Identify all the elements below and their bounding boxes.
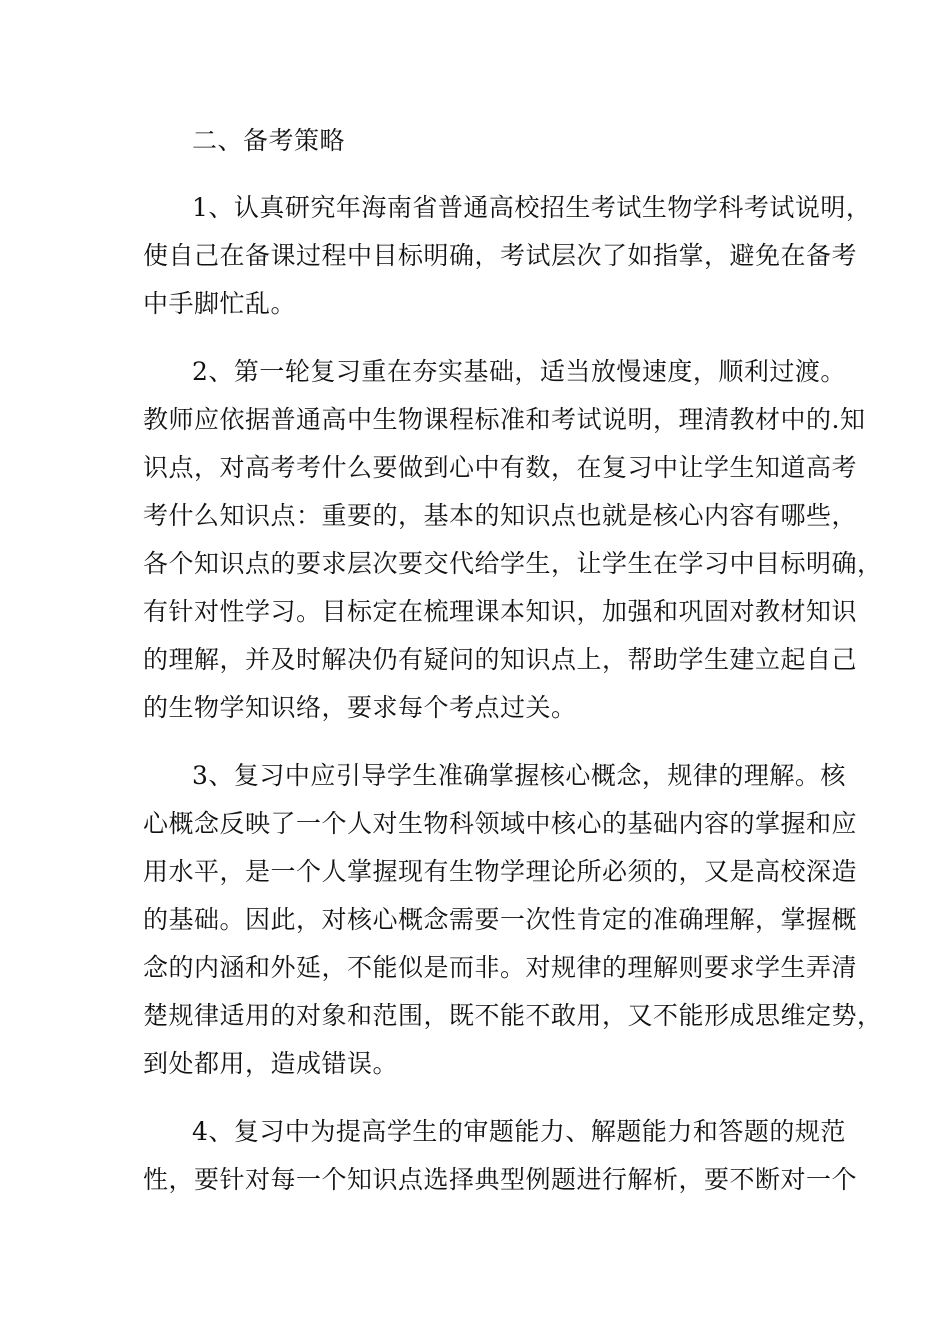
paragraph-3-line-5: 念的内涵和外延，不能似是而非。对规律的理解则要求学生弄清 bbox=[143, 953, 858, 982]
paragraph-2-line-8: 的生物学知识络，要求每个考点过关。 bbox=[143, 693, 577, 722]
paragraph-3-line-7: 到处都用，造成错误。 bbox=[143, 1049, 399, 1078]
paragraph-1-line-3: 中手脚忙乱。 bbox=[143, 289, 297, 318]
paragraph-2-line-7: 的理解，并及时解决仍有疑问的知识点上，帮助学生建立起自己 bbox=[143, 645, 858, 674]
paragraph-4-line-1: 4、复习中为提高学生的审题能力、解题能力和答题的规范 bbox=[192, 1117, 846, 1146]
paragraph-3-line-2: 心概念反映了一个人对生物科领域中核心的基础内容的掌握和应 bbox=[143, 809, 858, 838]
paragraph-3-line-6: 楚规律适用的对象和范围，既不能不敢用，又不能形成思维定势， bbox=[143, 1001, 883, 1030]
paragraph-2-line-4: 考什么知识点：重要的，基本的知识点也就是核心内容有哪些， bbox=[143, 501, 858, 530]
paragraph-3-line-4: 的基础。因此，对核心概念需要一次性肯定的准确理解，掌握概 bbox=[143, 905, 858, 934]
paragraph-2-line-1: 2、第一轮复习重在夯实基础，适当放慢速度，顺利过渡。 bbox=[192, 357, 846, 386]
paragraph-2-line-6: 有针对性学习。目标定在梳理课本知识，加强和巩固对教材知识 bbox=[143, 597, 858, 626]
section-heading: 二、备考策略 bbox=[192, 126, 346, 155]
paragraph-2-line-5: 各个知识点的要求层次要交代给学生，让学生在学习中目标明确， bbox=[143, 549, 883, 578]
paragraph-4-line-2: 性，要针对每一个知识点选择典型例题进行解析，要不断对一个 bbox=[143, 1165, 858, 1194]
paragraph-2-line-2: 教师应依据普通高中生物课程标准和考试说明，理清教材中的.知 bbox=[143, 405, 866, 434]
paragraph-2-line-3: 识点，对高考考什么要做到心中有数，在复习中让学生知道高考 bbox=[143, 453, 858, 482]
paragraph-3-line-3: 用水平，是一个人掌握现有生物学理论所必须的，又是高校深造 bbox=[143, 857, 858, 886]
paragraph-1-line-2: 使自己在备课过程中目标明确，考试层次了如指掌，避免在备考 bbox=[143, 241, 858, 270]
paragraph-1-line-1: 1、认真研究年海南省普通高校招生考试生物学科考试说明， bbox=[192, 193, 872, 222]
paragraph-3-line-1: 3、复习中应引导学生准确掌握核心概念，规律的理解。核 bbox=[192, 761, 846, 790]
